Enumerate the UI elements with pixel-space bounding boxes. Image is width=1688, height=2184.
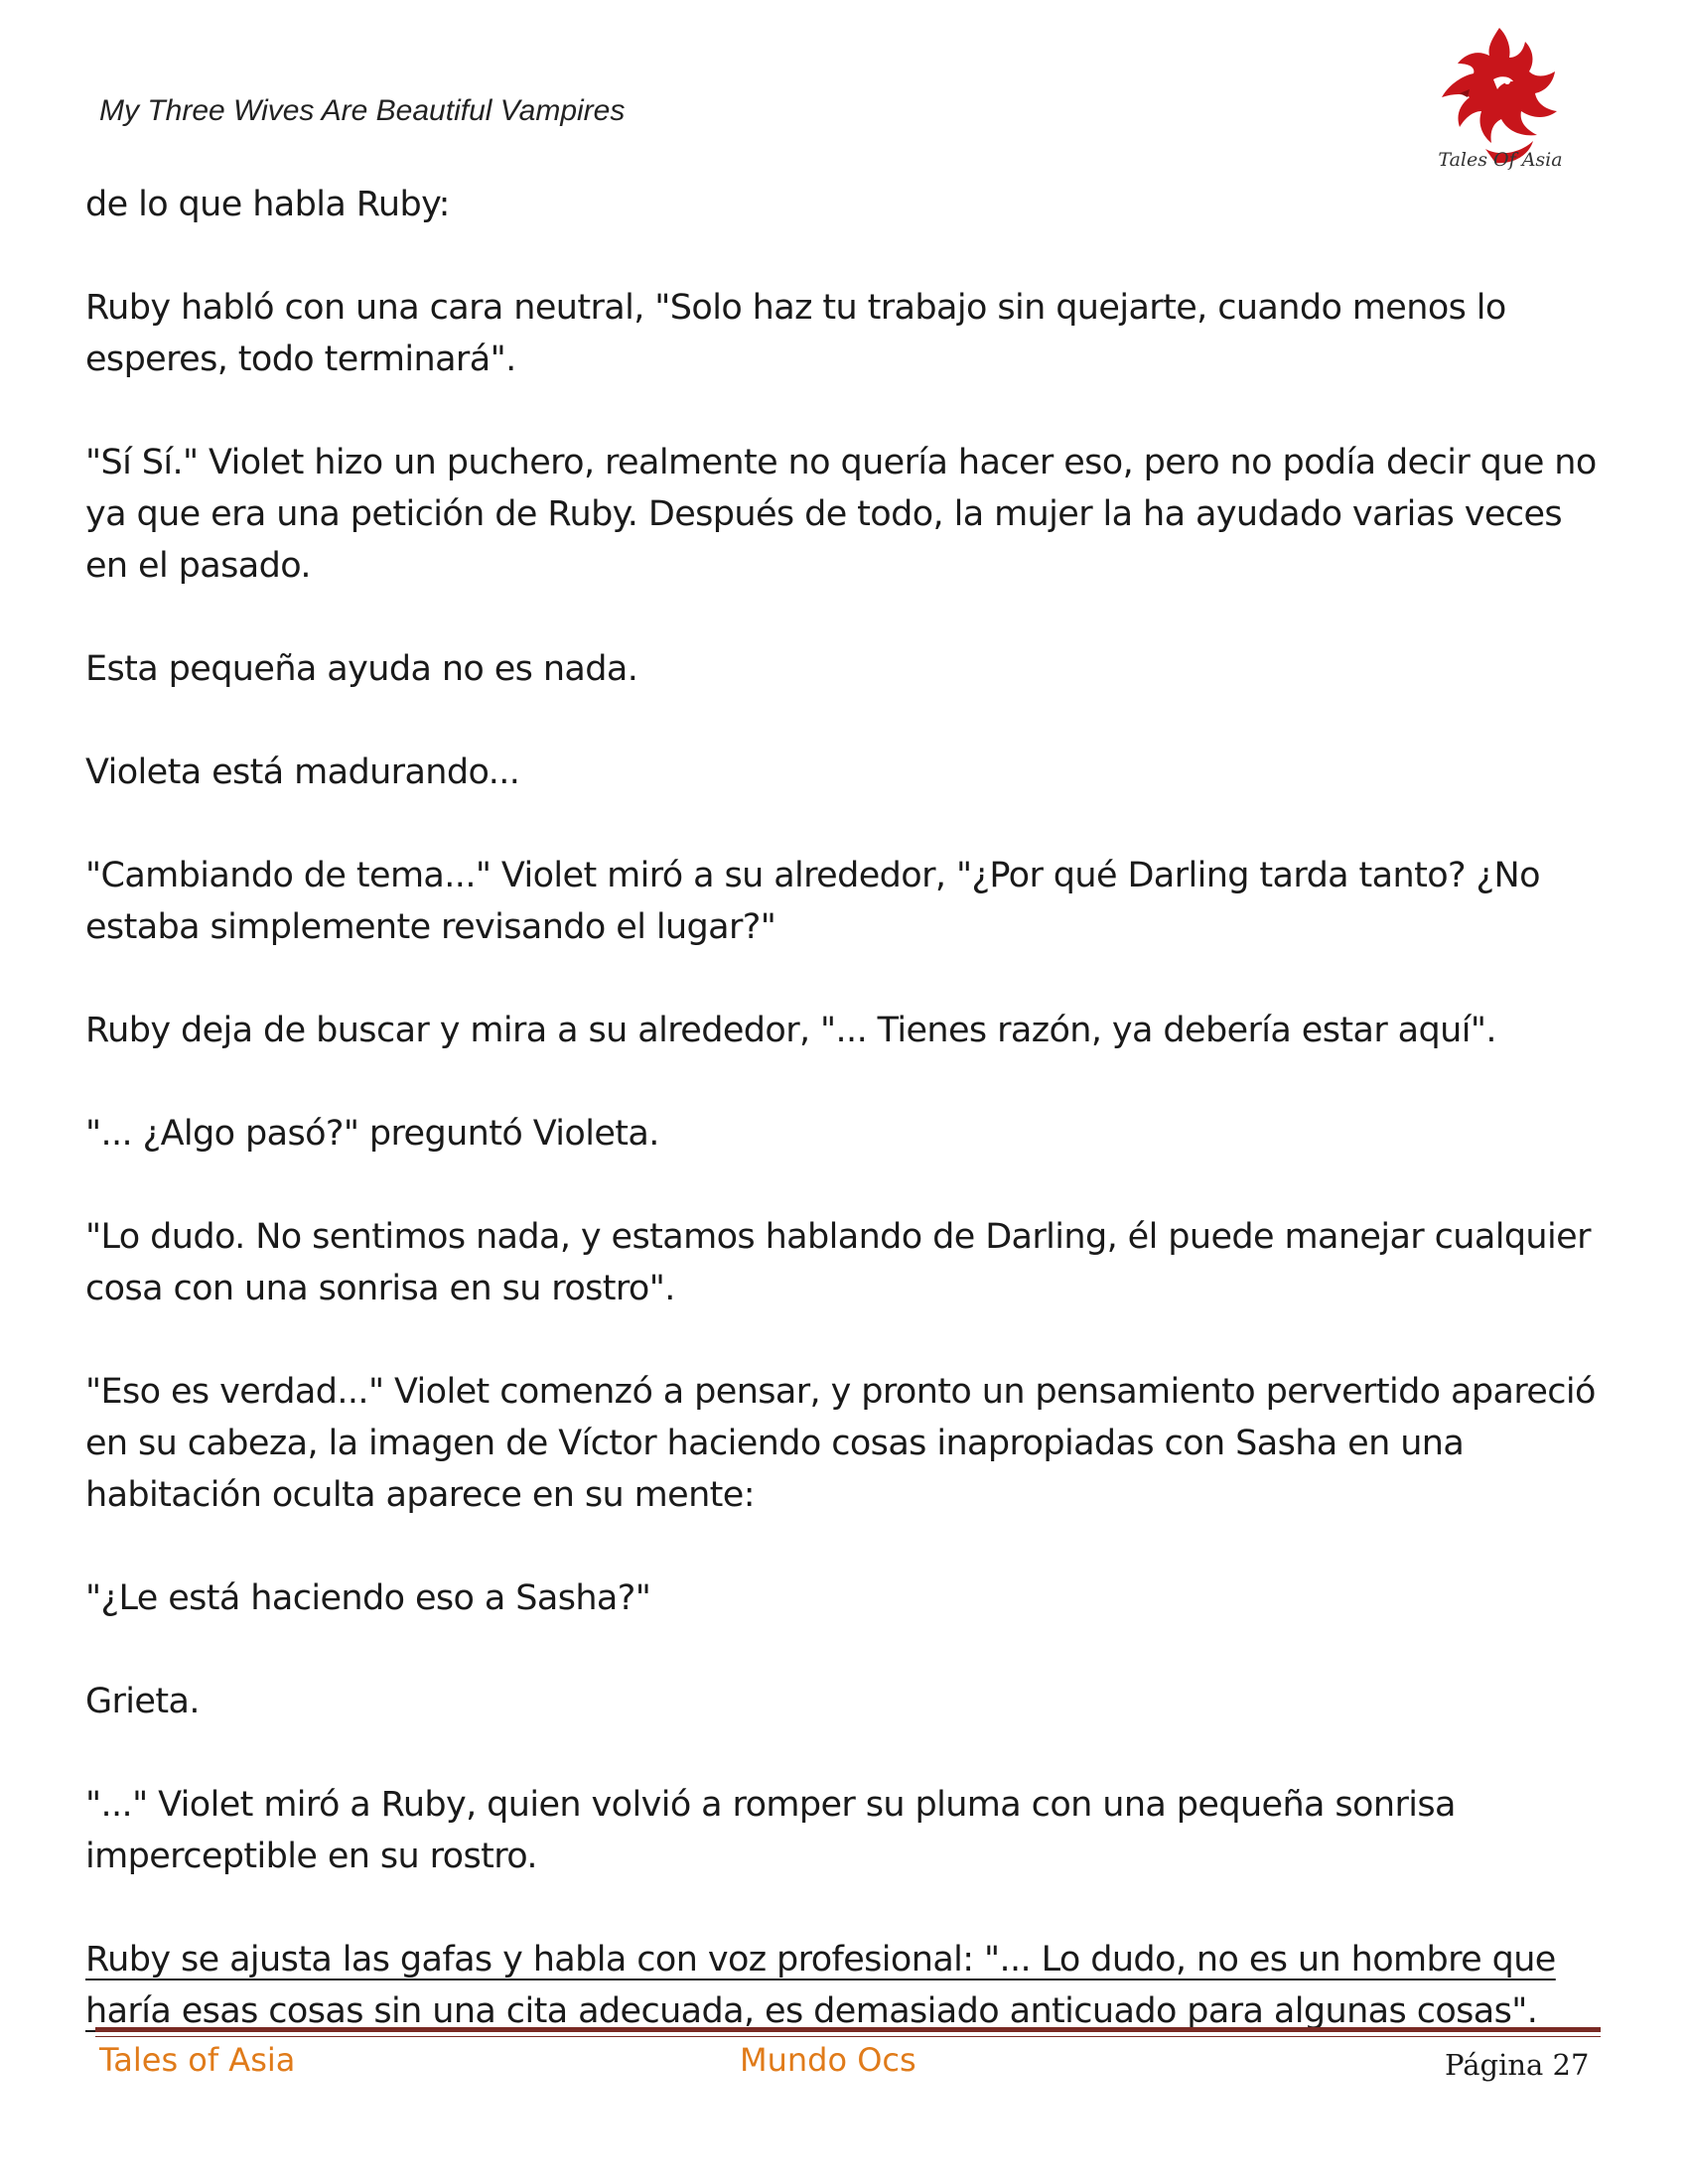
footer-divider-thin — [95, 2036, 1601, 2037]
tales-of-asia-logo — [1430, 20, 1569, 184]
paragraph: "Cambiando de tema..." Violet miró a su alrededor, "¿Por qué Darling tarda tanto? ¿No estaba simplemente revisando el lugar?" — [85, 856, 1540, 947]
paragraph: de lo que habla Ruby: — [85, 185, 450, 224]
page-number: Página 27 — [1445, 2048, 1590, 2082]
paragraph: Grieta. — [85, 1682, 200, 1721]
paragraph: Esta pequeña ayuda no es nada. — [85, 649, 638, 689]
paragraph: "..." Violet miró a Ruby, quien volvió a romper su pluma con una pequeña sonrisa imperceptible en su rostro. — [85, 1785, 1456, 1876]
paragraph: "... ¿Algo pasó?" preguntó Violeta. — [85, 1114, 659, 1154]
paragraph: Ruby se ajusta las gafas y habla con voz profesional: "... Lo dudo, no es un hombre que haría esas cosas sin una cita adecuada, es demasiado anticuado para algunas cosas". — [85, 1940, 1556, 2031]
paragraph: "¿Le está haciendo eso a Sasha?" — [85, 1578, 651, 1618]
paragraph: Ruby deja de buscar y mira a su alrededor, "... Tienes razón, ya debería estar aquí". — [85, 1011, 1496, 1050]
logo-caption: Tales Of Asia — [1438, 149, 1563, 171]
paragraph: "Lo dudo. No sentimos nada, y estamos hablando de Darling, él puede manejar cualquier cosa con una sonrisa en su rostro". — [85, 1217, 1591, 1308]
paragraph: "Sí Sí." Violet hizo un puchero, realmente no quería hacer eso, pero no podía decir que no ya que era una petición de Ruby. Después de todo, la mujer la ha ayudado varias veces en el pasado. — [85, 443, 1597, 586]
paragraph: Violeta está madurando... — [85, 752, 520, 792]
footer-divider — [95, 2027, 1601, 2032]
footer-section-name: Mundo Ocs — [740, 2041, 916, 2079]
document-body — [85, 179, 1615, 2037]
footer-site-name: Tales of Asia — [99, 2041, 296, 2079]
document-header-title: My Three Wives Are Beautiful Vampires — [99, 94, 626, 127]
paragraph: "Eso es verdad..." Violet comenzó a pensar, y pronto un pensamiento pervertido apareció en su cabeza, la imagen de Víctor haciendo cosas inapropiadas con Sasha en una habitación oculta aparece en su mente: — [85, 1372, 1596, 1515]
paragraph: Ruby habló con una cara neutral, "Solo haz tu trabajo sin quejarte, cuando menos lo esperes, todo terminará". — [85, 288, 1506, 379]
